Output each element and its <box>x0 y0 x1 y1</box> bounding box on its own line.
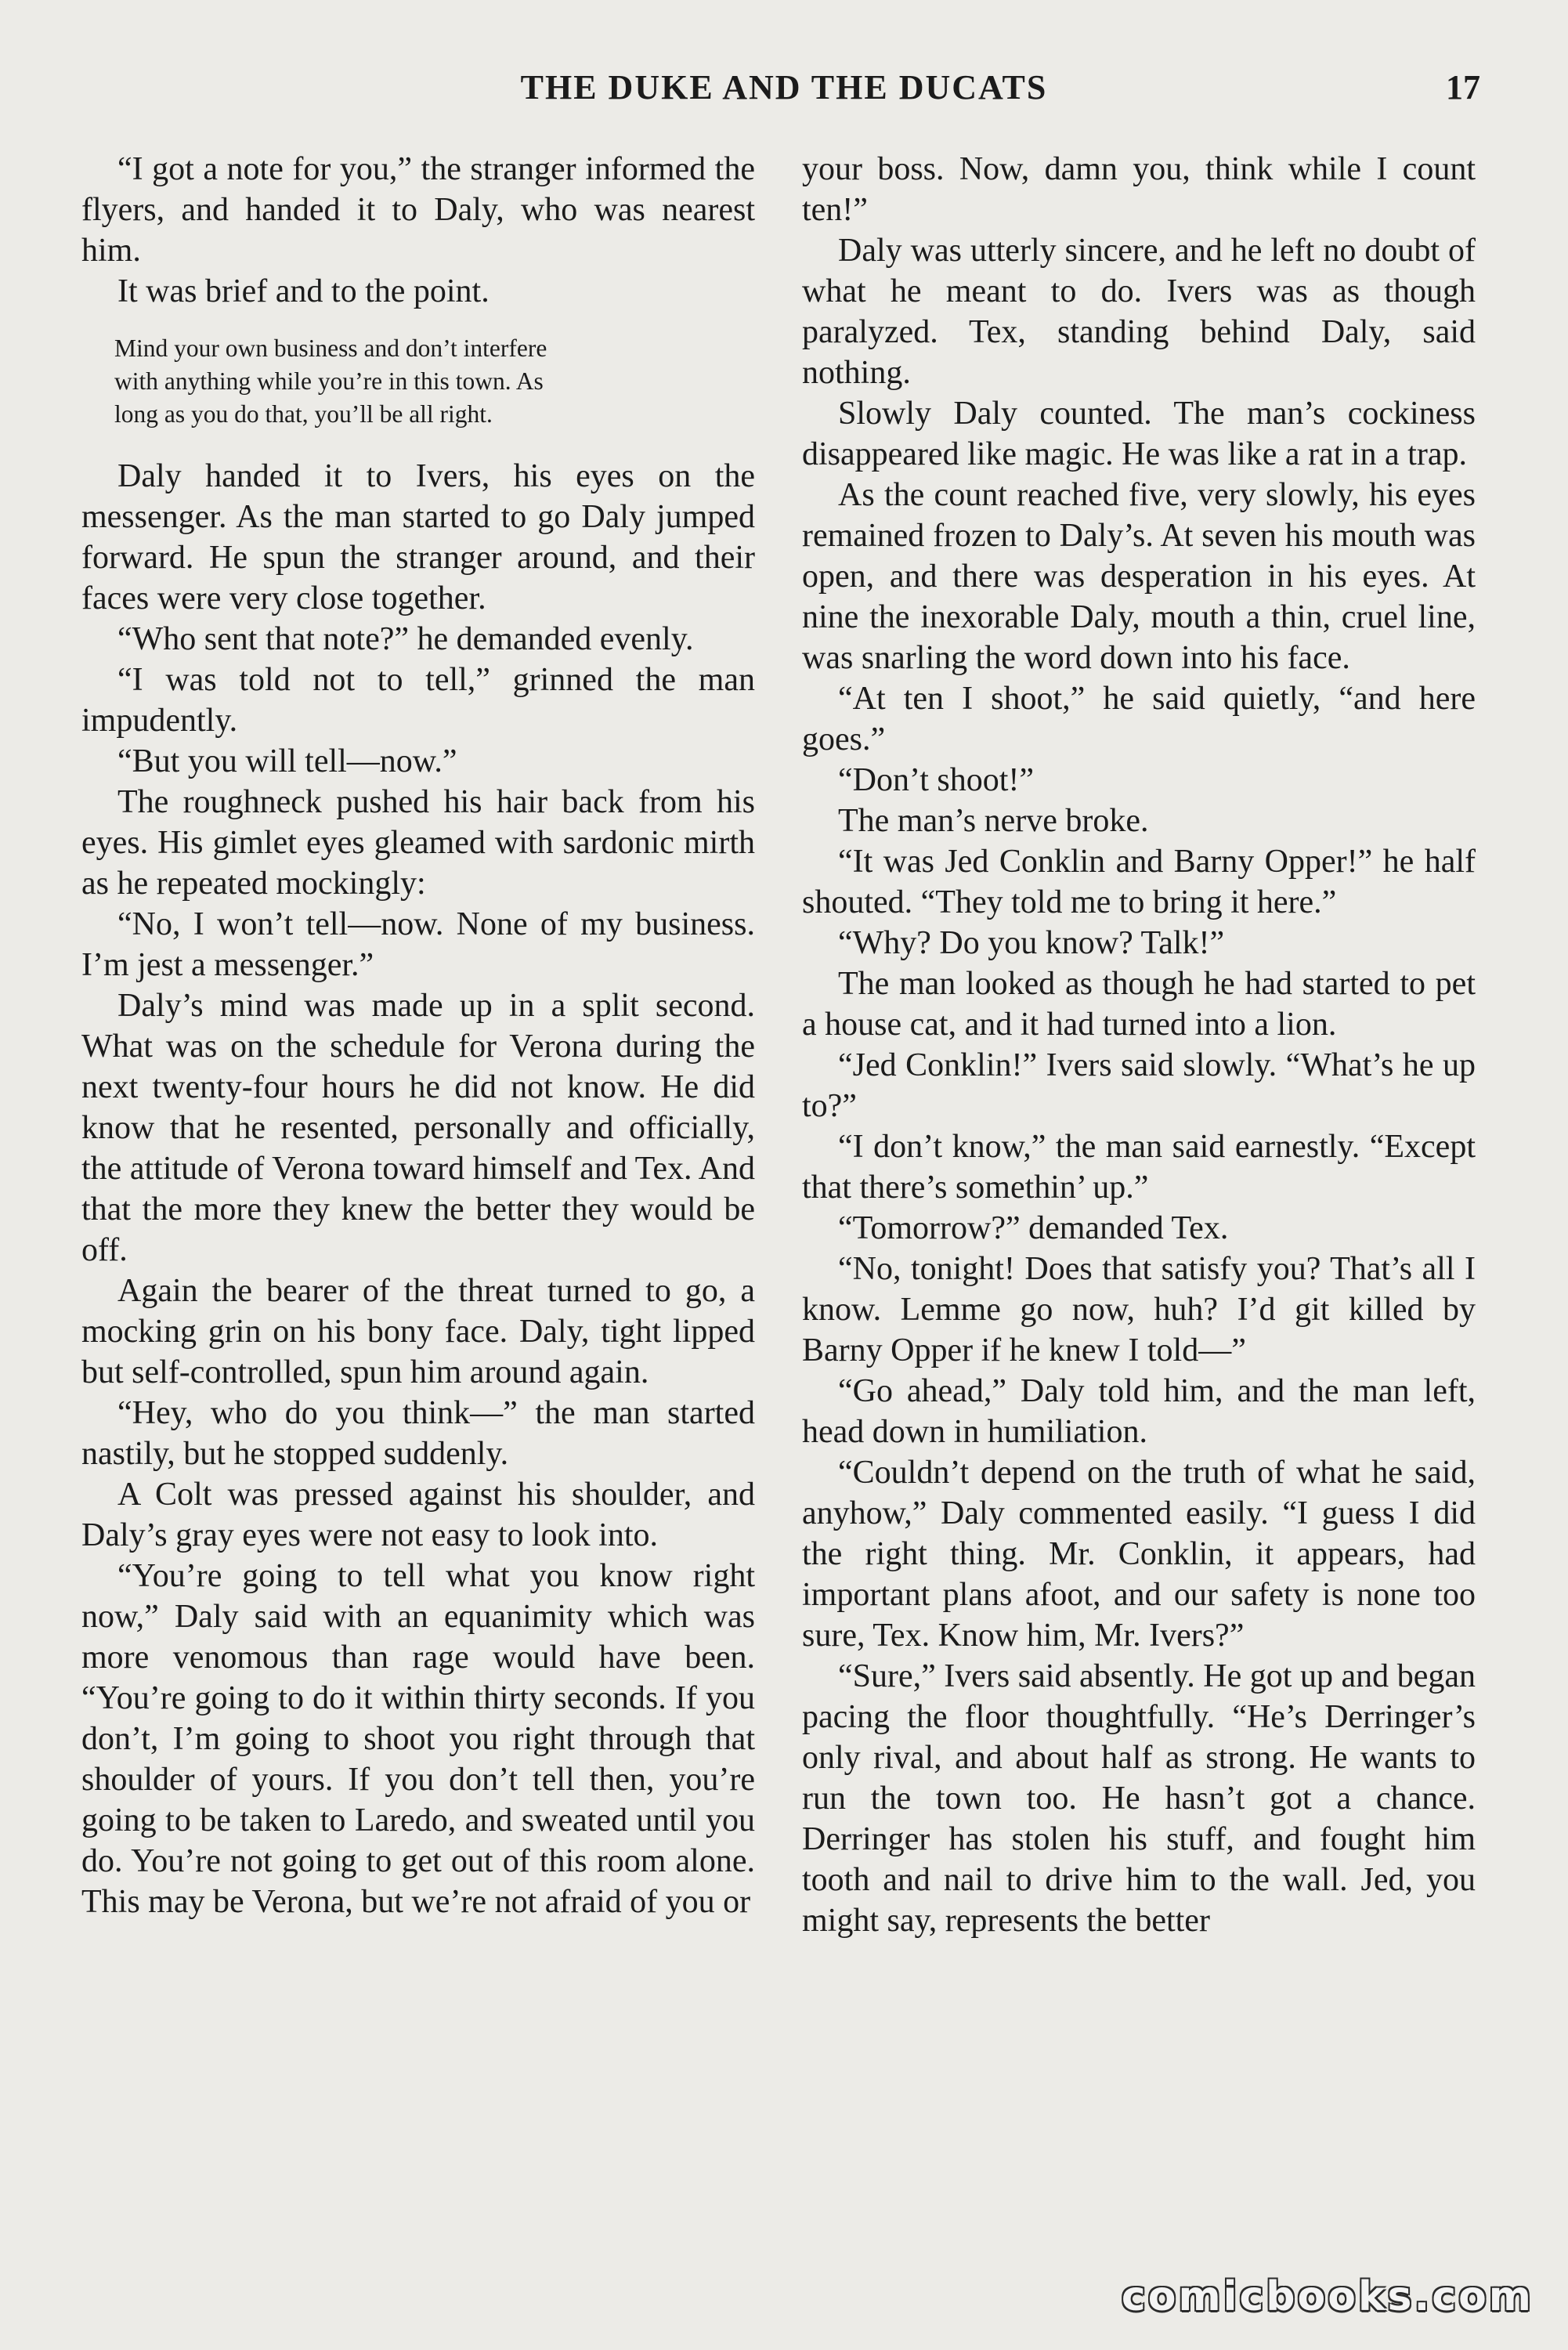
paragraph: “I got a note for you,” the stranger informed the flyers, and handed it to Daly, who was nearest him. <box>81 151 755 269</box>
note-line: Mind your own business and don’t interfere <box>114 334 547 362</box>
paragraph: Daly handed it to Ivers, his eyes on the messenger. As the man started to go Daly jumped forward. He spun the stranger around, and their faces were very close together. <box>81 458 755 616</box>
right-column <box>802 149 1476 1941</box>
threat-note <box>114 332 741 431</box>
paragraph: “At ten I shoot,” he said quietly, “and here goes.” <box>802 681 1476 757</box>
left-column <box>81 149 755 1922</box>
running-title: THE DUKE AND THE DUCATS <box>520 68 1048 107</box>
paragraph: The man looked as though he had started to pet a house cat, and it had turned into a lion. <box>802 966 1476 1043</box>
watermark: comicbooks.com <box>1121 2273 1534 2320</box>
paragraph: The man’s nerve broke. <box>838 803 1149 839</box>
paragraph-continued: your boss. Now, damn you, think while I count ten!” <box>802 151 1476 228</box>
paragraph: “Couldn’t depend on the truth of what he said, anyhow,” Daly commented easily. “I guess I did the right thing. Mr. Conklin, it appears, had important plans afoot, and our safety is none too sure, Tex. Know him, Mr. Ivers?” <box>802 1455 1476 1654</box>
paragraph: “Don’t shoot!” <box>838 762 1035 798</box>
paragraph: “No, tonight! Does that satisfy you? That’s all I know. Lemme go now, huh? I’d git killed by Barny Opper if he knew I told—” <box>802 1251 1476 1368</box>
paragraph: Again the bearer of the threat turned to go, a mocking grin on his bony face. Daly, tight lipped but self-controlled, spun him around again. <box>81 1273 755 1390</box>
note-line: long as you do that, you’ll be all right. <box>114 400 493 428</box>
paragraph: “Go ahead,” Daly told him, and the man left, head down in humiliation. <box>802 1373 1476 1450</box>
paragraph: The roughneck pushed his hair back from his eyes. His gimlet eyes gleamed with sardonic mirth as he repeated mockingly: <box>81 784 755 902</box>
paragraph: “It was Jed Conklin and Barny Opper!” he half shouted. “They told me to bring it here.” <box>802 844 1476 920</box>
paragraph: “I don’t know,” the man said earnestly. “Except that there’s somethin’ up.” <box>802 1129 1476 1206</box>
paragraph: “Why? Do you know? Talk!” <box>838 925 1225 961</box>
page-number: 17 <box>1446 68 1480 107</box>
paragraph: A Colt was pressed against his shoulder, and Daly’s gray eyes were not easy to look into. <box>81 1477 755 1553</box>
paragraph: “Sure,” Ivers said absently. He got up and began pacing the floor thoughtfully. “He’s Derringer’s only rival, and about half as strong. He wants to run the town too. He hasn’t got a chance. Derringer has stolen his stuff, and fought him tooth and nail to drive him to the wall. Jed, you might say, represents the better <box>802 1658 1476 1939</box>
paragraph: Slowly Daly counted. The man’s cockiness disappeared like magic. He was like a rat in a trap. <box>802 396 1476 472</box>
paragraph: Daly was utterly sincere, and he left no doubt of what he meant to do. Ivers was as though paralyzed. Tex, standing behind Daly, said nothing. <box>802 233 1476 391</box>
paragraph: “Who sent that note?” he demanded evenly. <box>117 621 694 657</box>
paragraph: “Jed Conklin!” Ivers said slowly. “What’s he up to?” <box>802 1047 1476 1124</box>
paragraph: “No, I won’t tell—now. None of my business. I’m jest a messenger.” <box>81 906 755 983</box>
running-head <box>0 64 1568 111</box>
paragraph: “But you will tell—now.” <box>117 743 457 779</box>
paragraph: “Hey, who do you think—” the man started nastily, but he stopped suddenly. <box>81 1395 755 1472</box>
paragraph: “I was told not to tell,” grinned the man impudently. <box>81 662 755 739</box>
note-line: with anything while you’re in this town. As <box>114 367 544 395</box>
paragraph: It was brief and to the point. <box>117 273 490 309</box>
paragraph: “Tomorrow?” demanded Tex. <box>838 1210 1229 1246</box>
paragraph: Daly’s mind was made up in a split second. What was on the schedule for Verona during the next twenty-four hours he did not know. He did know that he resented, personally and officially, the attitude of Verona toward himself and Tex. And that the more they knew the better they would be off. <box>81 988 755 1268</box>
paragraph: As the count reached five, very slowly, his eyes remained frozen to Daly’s. At seven his mouth was open, and there was desperation in his eyes. At nine the inexorable Daly, mouth a thin, cruel line, was snarling the word down into his face. <box>802 477 1476 676</box>
paragraph: “You’re going to tell what you know right now,” Daly said with an equanimity which was more venomous than rage would have been. “You’re going to do it within thirty seconds. If you don’t, I’m going to shoot you right through that shoulder of yours. If you don’t tell then, you’re going to be taken to Laredo, and sweated until you do. You’re not going to get out of this room alone. This may be Verona, but we’re not afraid of you or <box>81 1558 755 1920</box>
